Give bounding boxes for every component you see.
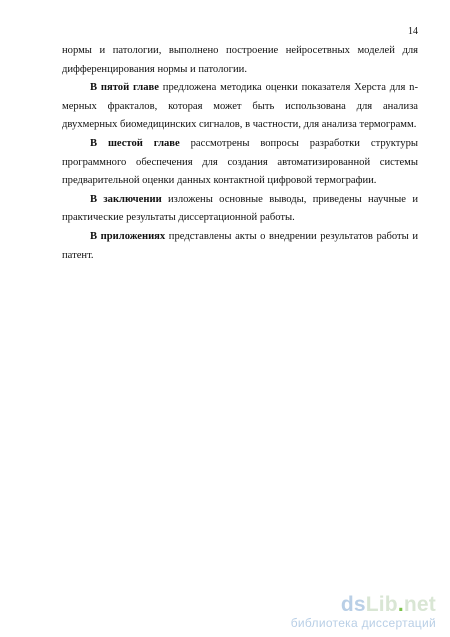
watermark-subtitle: библиотека диссертаций: [290, 616, 436, 630]
paragraph-text: рассмотрены вопросы разработки структуры программного обеспечения для создания автоматизированной системы предварительной оценки данных контактной цифровой термографии.: [62, 137, 418, 187]
document-body: [62, 42, 418, 265]
paragraph-text: нормы и патологии, выполнено построение нейросетвных моделей для дифференцирования нормы и патологии.: [62, 45, 418, 75]
paragraph-appendices: [62, 228, 418, 265]
paragraph-lead: В заключении: [90, 193, 162, 205]
paragraph-conclusion: [62, 191, 418, 228]
paragraph-text: представлены акты о внедрении результатов работы и патент.: [62, 230, 418, 261]
dslib-watermark: [236, 594, 436, 629]
paragraph-chapter-six: [62, 135, 418, 191]
page-number: 14: [408, 26, 418, 37]
dslib-logo: dsLib.net: [340, 593, 436, 616]
paragraph-lead: В приложениях: [90, 230, 166, 242]
paragraph-lead: В пятой главе: [90, 82, 159, 94]
paragraph-text: предложена методика оценки показателя Херста для n-мерных фракталов, которая может быть использована для анализа двухмерных биомедицинских сигналов, в частности, для анализа термограмм.: [62, 82, 418, 131]
paragraph-lead: В шестой главе: [90, 137, 180, 149]
paragraph-chapter-five: [62, 79, 418, 135]
paragraph-continuation: [62, 42, 418, 79]
paragraph-text: изложены основные выводы, приведены научные и практические результаты диссертационной работы.: [62, 193, 418, 224]
